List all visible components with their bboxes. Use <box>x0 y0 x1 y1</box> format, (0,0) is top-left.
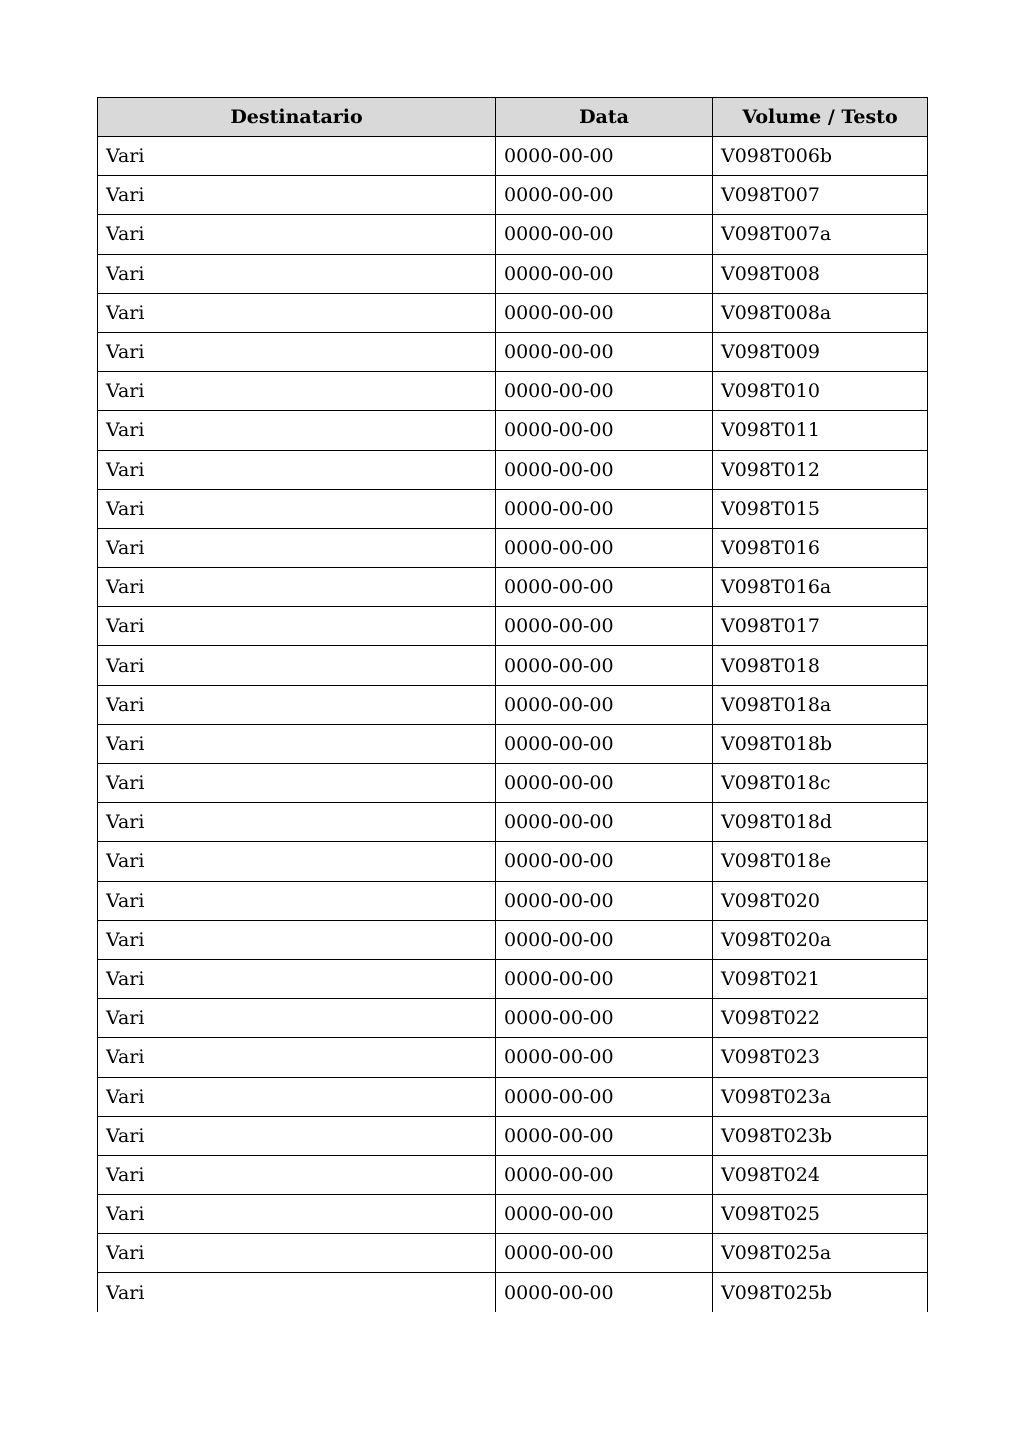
cell-volume-testo: V098T025b <box>713 1273 928 1312</box>
header-destinatario: Destinatario <box>98 98 496 137</box>
cell-volume-testo: V098T023 <box>713 1038 928 1077</box>
cell-data: 0000-00-00 <box>496 842 713 881</box>
table-row <box>98 450 928 489</box>
cell-data: 0000-00-00 <box>496 959 713 998</box>
cell-volume-testo: V098T008a <box>713 293 928 332</box>
cell-destinatario: Vari <box>98 1038 496 1077</box>
cell-data: 0000-00-00 <box>496 372 713 411</box>
cell-destinatario: Vari <box>98 1116 496 1155</box>
cell-destinatario: Vari <box>98 1155 496 1194</box>
table-row <box>98 881 928 920</box>
cell-destinatario: Vari <box>98 332 496 371</box>
table-row <box>98 332 928 371</box>
cell-data: 0000-00-00 <box>496 764 713 803</box>
cell-destinatario: Vari <box>98 764 496 803</box>
cell-data: 0000-00-00 <box>496 528 713 567</box>
cell-volume-testo: V098T010 <box>713 372 928 411</box>
cell-volume-testo: V098T018d <box>713 803 928 842</box>
table-row <box>98 607 928 646</box>
cell-volume-testo: V098T021 <box>713 959 928 998</box>
cell-volume-testo: V098T020 <box>713 881 928 920</box>
cell-destinatario: Vari <box>98 137 496 176</box>
cell-destinatario: Vari <box>98 450 496 489</box>
cell-data: 0000-00-00 <box>496 1234 713 1273</box>
cell-data: 0000-00-00 <box>496 607 713 646</box>
table-row <box>98 293 928 332</box>
cell-volume-testo: V098T015 <box>713 489 928 528</box>
header-volume-testo: Volume / Testo <box>713 98 928 137</box>
table-row <box>98 1234 928 1273</box>
cell-destinatario: Vari <box>98 489 496 528</box>
cell-volume-testo: V098T007 <box>713 176 928 215</box>
table-row <box>98 137 928 176</box>
table-body <box>98 137 928 1313</box>
cell-destinatario: Vari <box>98 176 496 215</box>
cell-data: 0000-00-00 <box>496 332 713 371</box>
cell-volume-testo: V098T018 <box>713 646 928 685</box>
table-row <box>98 803 928 842</box>
cell-destinatario: Vari <box>98 293 496 332</box>
table-row <box>98 764 928 803</box>
table-row <box>98 528 928 567</box>
cell-destinatario: Vari <box>98 607 496 646</box>
table-row <box>98 920 928 959</box>
table-row <box>98 372 928 411</box>
cell-destinatario: Vari <box>98 568 496 607</box>
cell-data: 0000-00-00 <box>496 685 713 724</box>
cell-volume-testo: V098T018e <box>713 842 928 881</box>
table-row <box>98 1195 928 1234</box>
table-row <box>98 724 928 763</box>
table-row <box>98 959 928 998</box>
letters-table <box>97 97 928 1312</box>
table-row <box>98 411 928 450</box>
cell-data: 0000-00-00 <box>496 489 713 528</box>
table-row <box>98 489 928 528</box>
cell-volume-testo: V098T012 <box>713 450 928 489</box>
cell-destinatario: Vari <box>98 1077 496 1116</box>
table-row <box>98 1273 928 1312</box>
cell-destinatario: Vari <box>98 1195 496 1234</box>
cell-volume-testo: V098T020a <box>713 920 928 959</box>
cell-destinatario: Vari <box>98 803 496 842</box>
cell-destinatario: Vari <box>98 1273 496 1312</box>
cell-data: 0000-00-00 <box>496 215 713 254</box>
cell-destinatario: Vari <box>98 372 496 411</box>
table-row <box>98 646 928 685</box>
cell-volume-testo: V098T023b <box>713 1116 928 1155</box>
cell-data: 0000-00-00 <box>496 1038 713 1077</box>
cell-destinatario: Vari <box>98 881 496 920</box>
cell-destinatario: Vari <box>98 1234 496 1273</box>
cell-destinatario: Vari <box>98 959 496 998</box>
cell-volume-testo: V098T008 <box>713 254 928 293</box>
cell-destinatario: Vari <box>98 528 496 567</box>
cell-volume-testo: V098T018b <box>713 724 928 763</box>
table-row <box>98 685 928 724</box>
table-row <box>98 568 928 607</box>
cell-destinatario: Vari <box>98 411 496 450</box>
cell-volume-testo: V098T023a <box>713 1077 928 1116</box>
cell-volume-testo: V098T018c <box>713 764 928 803</box>
cell-destinatario: Vari <box>98 646 496 685</box>
header-row <box>98 98 928 137</box>
cell-volume-testo: V098T007a <box>713 215 928 254</box>
table-header <box>98 98 928 137</box>
table-row <box>98 1038 928 1077</box>
cell-data: 0000-00-00 <box>496 999 713 1038</box>
cell-data: 0000-00-00 <box>496 646 713 685</box>
cell-data: 0000-00-00 <box>496 1273 713 1312</box>
cell-volume-testo: V098T006b <box>713 137 928 176</box>
cell-data: 0000-00-00 <box>496 450 713 489</box>
table-row <box>98 999 928 1038</box>
cell-data: 0000-00-00 <box>496 137 713 176</box>
cell-volume-testo: V098T017 <box>713 607 928 646</box>
cell-data: 0000-00-00 <box>496 724 713 763</box>
cell-destinatario: Vari <box>98 920 496 959</box>
cell-volume-testo: V098T022 <box>713 999 928 1038</box>
cell-data: 0000-00-00 <box>496 1116 713 1155</box>
cell-data: 0000-00-00 <box>496 254 713 293</box>
cell-data: 0000-00-00 <box>496 1195 713 1234</box>
cell-data: 0000-00-00 <box>496 411 713 450</box>
cell-data: 0000-00-00 <box>496 568 713 607</box>
cell-data: 0000-00-00 <box>496 176 713 215</box>
cell-destinatario: Vari <box>98 724 496 763</box>
cell-volume-testo: V098T025a <box>713 1234 928 1273</box>
cell-data: 0000-00-00 <box>496 293 713 332</box>
cell-volume-testo: V098T016 <box>713 528 928 567</box>
table-row <box>98 254 928 293</box>
table-row <box>98 1116 928 1155</box>
cell-data: 0000-00-00 <box>496 881 713 920</box>
cell-volume-testo: V098T024 <box>713 1155 928 1194</box>
table-row <box>98 1155 928 1194</box>
cell-destinatario: Vari <box>98 254 496 293</box>
table-row <box>98 176 928 215</box>
cell-destinatario: Vari <box>98 685 496 724</box>
cell-volume-testo: V098T011 <box>713 411 928 450</box>
table-row <box>98 215 928 254</box>
cell-data: 0000-00-00 <box>496 920 713 959</box>
cell-volume-testo: V098T025 <box>713 1195 928 1234</box>
cell-destinatario: Vari <box>98 999 496 1038</box>
cell-data: 0000-00-00 <box>496 1077 713 1116</box>
cell-destinatario: Vari <box>98 215 496 254</box>
table-row <box>98 842 928 881</box>
cell-data: 0000-00-00 <box>496 1155 713 1194</box>
table-row <box>98 1077 928 1116</box>
header-data: Data <box>496 98 713 137</box>
cell-volume-testo: V098T009 <box>713 332 928 371</box>
cell-volume-testo: V098T016a <box>713 568 928 607</box>
cell-volume-testo: V098T018a <box>713 685 928 724</box>
cell-data: 0000-00-00 <box>496 803 713 842</box>
cell-destinatario: Vari <box>98 842 496 881</box>
